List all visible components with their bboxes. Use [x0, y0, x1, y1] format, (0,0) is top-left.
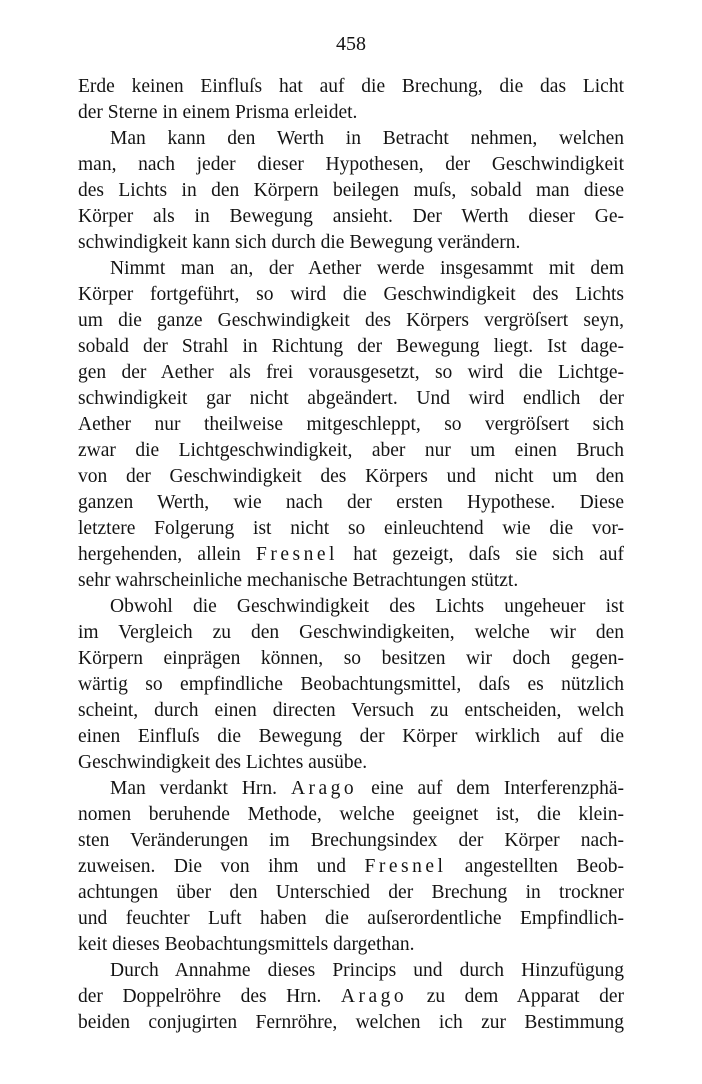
text-segment: schwindigkeit kann sich durch die Bewegung verändern.: [78, 232, 521, 253]
text-segment: Durch Annahme dieses Princips und durch Hinzufügung: [110, 960, 624, 981]
text-line: [78, 646, 624, 672]
text-segment: zu dem Apparat der: [407, 986, 625, 1007]
text-segment: Erde keinen Einfluſs hat auf die Brechung, die das Licht: [78, 76, 624, 97]
text-segment: Körper fortgeführt, so wird die Geschwindigkeit des Lichts: [78, 284, 624, 305]
text-segment: der Sterne in einem Prisma erleidet.: [78, 102, 358, 123]
paragraph: [78, 594, 624, 776]
spaced-name: Arago: [340, 986, 408, 1007]
text-line: [78, 828, 624, 854]
text-line: [78, 932, 624, 958]
paragraph: [78, 776, 624, 958]
text-segment: scheint, durch einen directen Versuch zu entscheiden, welch: [78, 700, 624, 721]
text-segment: man, nach jeder dieser Hypothesen, der Geschwindigkeit: [78, 154, 624, 175]
text-segment: keit dieses Beobachtungsmittels dargethan.: [78, 934, 415, 955]
text-segment: des Lichts in den Körpern beilegen muſs, sobald man diese: [78, 180, 624, 201]
text-line: [78, 256, 624, 282]
text-segment: Körpern einprägen können, so besitzen wir doch gegen-: [78, 648, 624, 669]
text-line: [78, 230, 624, 256]
text-segment: achtungen über den Unterschied der Brechung in trockner: [78, 882, 624, 903]
text-segment: einen Einfluſs die Bewegung der Körper wirklich auf die: [78, 726, 624, 747]
text-line: [78, 178, 624, 204]
text-line: [78, 698, 624, 724]
text-line: [78, 334, 624, 360]
text-line: [78, 750, 624, 776]
spaced-name: Arago: [290, 778, 358, 799]
text-segment: letztere Folgerung ist nicht so einleuchtend wie die vor-: [78, 518, 624, 539]
text-segment: Man verdankt Hrn.: [110, 778, 291, 799]
spaced-name: Fresnel: [364, 856, 447, 877]
text-segment: sten Veränderungen im Brechungsindex der Körper nach-: [78, 830, 624, 851]
text-line: [78, 100, 624, 126]
text-line: [78, 906, 624, 932]
text-segment: sehr wahrscheinliche mechanische Betrachtungen stützt.: [78, 570, 519, 591]
text-line: [78, 542, 624, 568]
text-segment: Körper als in Bewegung ansieht. Der Werth dieser Ge-: [78, 206, 624, 227]
text-line: [78, 672, 624, 698]
text-line: [78, 282, 624, 308]
spaced-name: Fresnel: [256, 544, 338, 565]
text-line: [78, 516, 624, 542]
text-line: [78, 308, 624, 334]
text-segment: hergehenden, allein: [78, 544, 257, 565]
text-line: [78, 958, 624, 984]
body-text: [78, 74, 624, 1036]
paragraph: [78, 126, 624, 256]
text-segment: Geschwindigkeit des Lichtes ausübe.: [78, 752, 368, 773]
text-segment: zuweisen. Die von ihm und: [78, 856, 365, 877]
text-segment: und feuchter Luft haben die auſserordentliche Empfindlich-: [78, 908, 624, 929]
text-segment: zwar die Lichtgeschwindigkeit, aber nur um einen Bruch: [78, 440, 624, 461]
text-segment: Man kann den Werth in Betracht nehmen, welchen: [110, 128, 624, 149]
text-segment: von der Geschwindigkeit des Körpers und nicht um den: [78, 466, 624, 487]
page-number: 458: [336, 33, 366, 55]
text-line: [78, 724, 624, 750]
text-line: [78, 204, 624, 230]
text-line: [78, 152, 624, 178]
text-segment: der Doppelröhre des Hrn.: [78, 986, 341, 1007]
text-line: [78, 594, 624, 620]
text-segment: Obwohl die Geschwindigkeit des Lichts ungeheuer ist: [110, 596, 624, 617]
text-segment: wärtig so empfindliche Beobachtungsmittel, daſs es nützlich: [78, 674, 624, 695]
text-segment: Nimmt man an, der Aether werde insgesammt mit dem: [110, 258, 624, 279]
text-segment: schwindigkeit gar nicht abgeändert. Und wird endlich der: [78, 388, 624, 409]
text-line: [78, 568, 624, 594]
text-line: [78, 854, 624, 880]
paragraph: [78, 256, 624, 594]
text-line: [78, 802, 624, 828]
text-line: [78, 438, 624, 464]
text-line: [78, 74, 624, 100]
text-segment: sobald der Strahl in Richtung der Bewegung liegt. Ist dage-: [78, 336, 624, 357]
text-segment: im Vergleich zu den Geschwindigkeiten, welche wir den: [78, 622, 624, 643]
text-segment: eine auf dem Interferenzphä-: [357, 778, 624, 799]
paragraph: [78, 958, 624, 1036]
text-line: [78, 490, 624, 516]
text-line: [78, 1010, 624, 1036]
text-line: [78, 880, 624, 906]
text-segment: um die ganze Geschwindigkeit des Körpers vergröſsert seyn,: [78, 310, 624, 331]
paragraph: [78, 74, 624, 126]
text-line: [78, 984, 624, 1010]
text-segment: angestellten Beob-: [446, 856, 624, 877]
text-line: [78, 776, 624, 802]
text-segment: gen der Aether als frei vorausgesetzt, so wird die Lichtge-: [78, 362, 624, 383]
text-line: [78, 464, 624, 490]
text-line: [78, 126, 624, 152]
text-segment: hat gezeigt, daſs sie sich auf: [337, 544, 624, 565]
text-segment: ganzen Werth, wie nach der ersten Hypothese. Diese: [78, 492, 624, 513]
text-segment: beiden conjugirten Fernröhre, welchen ich zur Bestimmung: [78, 1012, 624, 1033]
text-line: [78, 360, 624, 386]
text-line: [78, 386, 624, 412]
text-line: [78, 412, 624, 438]
text-segment: nomen beruhende Methode, welche geeignet ist, die klein-: [78, 804, 624, 825]
text-segment: Aether nur theilweise mitgeschleppt, so vergröſsert sich: [78, 414, 624, 435]
text-line: [78, 620, 624, 646]
